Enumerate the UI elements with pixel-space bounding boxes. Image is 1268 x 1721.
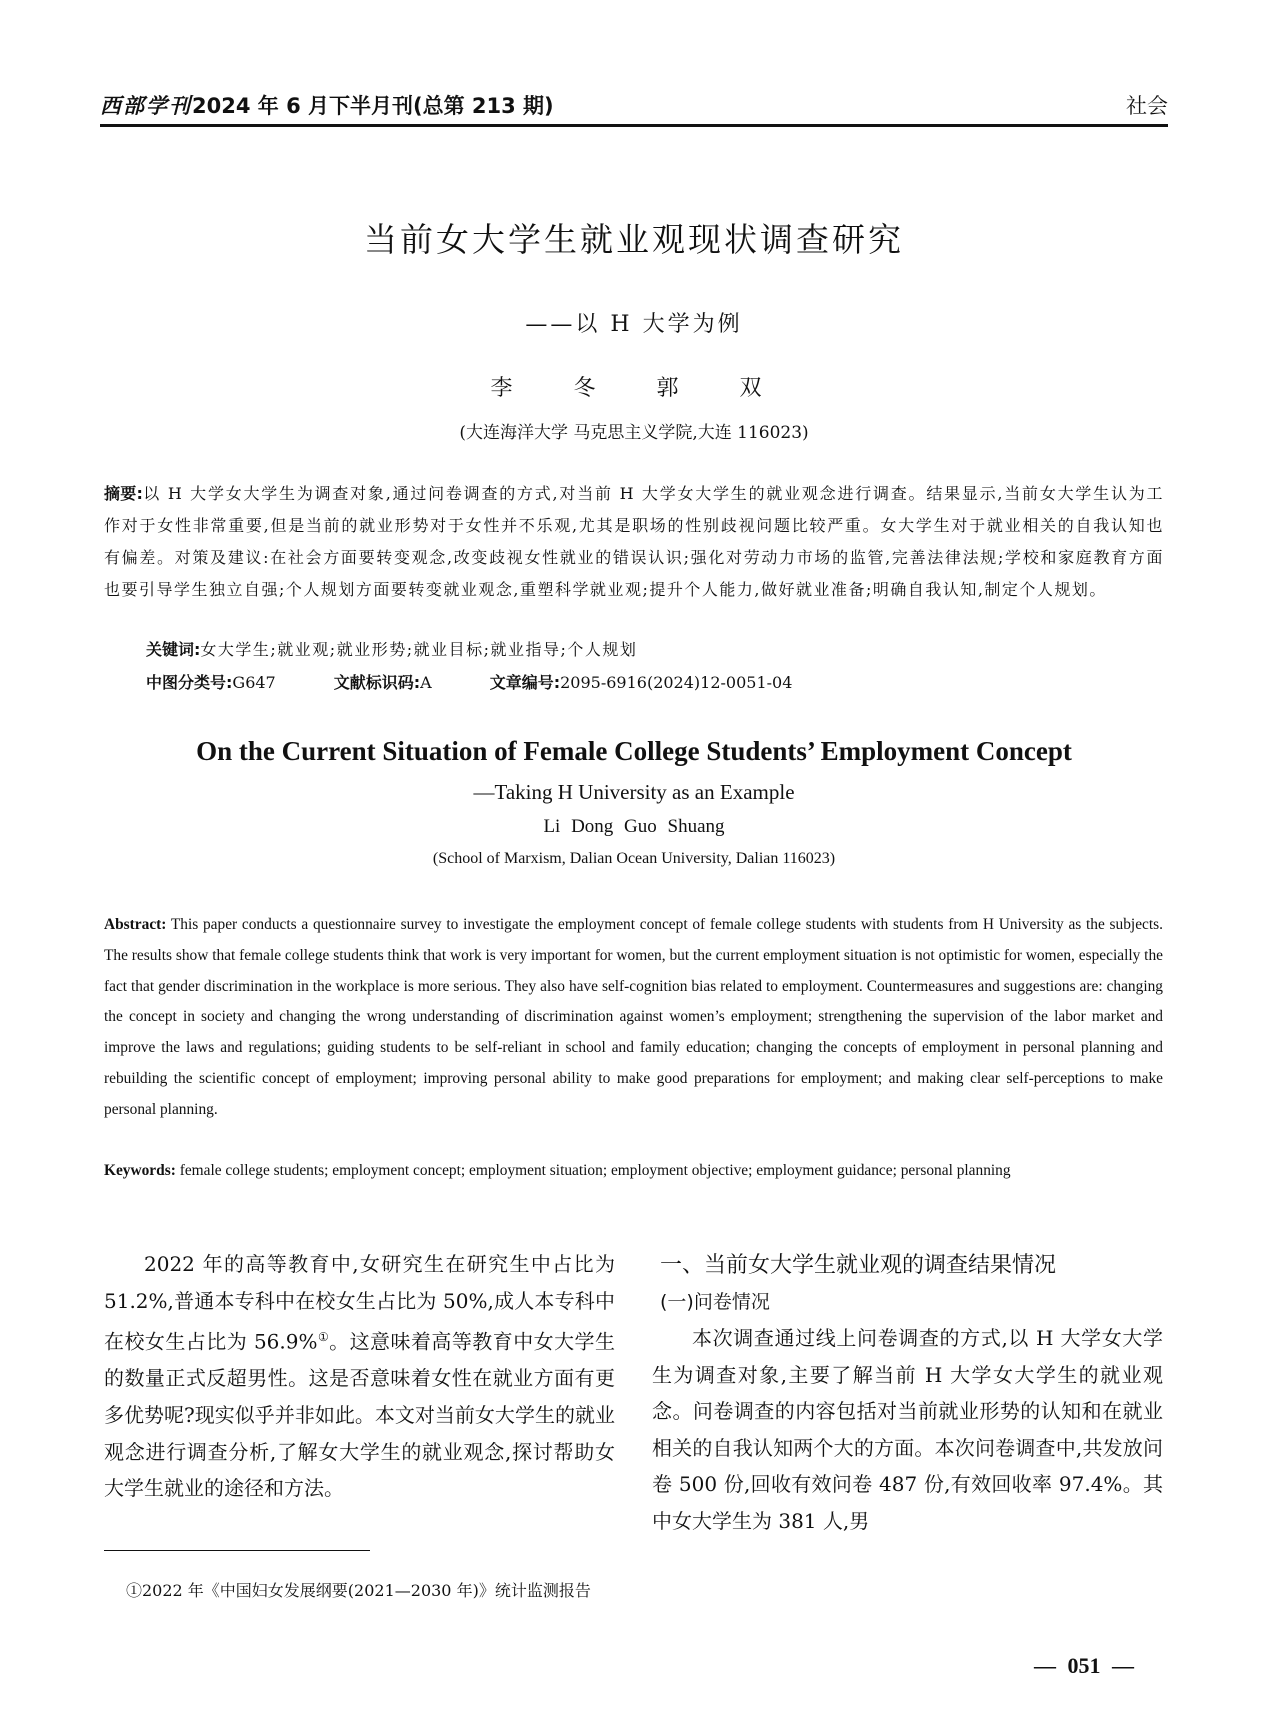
survey-paragraph: 本次调查通过线上问卷调查的方式,以 H 大学女大学生为调查对象,主要了解当前 H 大学女大学生的就业观念。问卷调查的内容包括对当前就业形势的认知和在就业相关的自我认知两个大的方面。本次问卷调查中,共发放问卷 500 份,回收有效问卷 487 份,有效回收率 97.4%。其中女大学生为 381 人,男 — [652, 1326, 1163, 1533]
doc-code-value: A — [420, 673, 432, 692]
article-no-value: 2095-6916(2024)12-0051-04 — [560, 673, 793, 692]
title-cn: 当前女大学生就业观现状调查研究 — [364, 220, 904, 259]
keywords-cn — [146, 637, 637, 660]
journal-issue — [100, 90, 554, 120]
clc-number — [146, 670, 276, 693]
running-header — [100, 84, 1168, 120]
keywords-text-cn: 女大学生;就业观;就业形势;就业目标;就业指导;个人规划 — [200, 640, 638, 659]
intro-paragraph-part2: 。这意味着高等教育中女大学生的数量正式反超男性。这是否意味着女性在就业方面有更多优势呢?现实似乎并非如此。本文对当前女大学生的就业观念进行调查分析,了解女大学生的就业观念,探讨帮助女大学生就业的途径和方法。 — [104, 1329, 615, 1501]
subsection-heading: (一)问卷情况 — [660, 1291, 770, 1313]
body-right-column — [652, 1246, 1163, 1540]
clc-value: G647 — [232, 673, 276, 692]
footnote: ①2022 年《中国妇女发展纲要(2021—2030 年)》统计监测报告 — [126, 1581, 591, 1600]
abstract-en — [104, 910, 1163, 1126]
abstract-label-en: Abstract: — [104, 916, 167, 933]
document-code — [334, 670, 432, 693]
page-number: — 051 — — [1034, 1653, 1134, 1678]
keywords-label-en: Keywords: — [104, 1162, 176, 1179]
keywords-en — [104, 1156, 1163, 1187]
footnote-rule — [104, 1550, 370, 1551]
keywords-label-cn: 关键词: — [146, 640, 201, 659]
subtitle-en: —Taking H University as an Example — [473, 780, 795, 804]
journal-logo: 西部学刊 — [100, 94, 192, 118]
authors-en: Li Dong Guo Shuang — [543, 816, 725, 837]
issue-info: 2024 年 6 月下半月刊(总第 213 期) — [192, 94, 554, 118]
keywords-text-en: female college students; employment concept; employment situation; employment objective; employment guidance; personal planning — [179, 1162, 1011, 1179]
header-rule — [100, 124, 1168, 127]
clc-label: 中图分类号: — [146, 673, 233, 692]
doc-code-label: 文献标识码: — [333, 673, 421, 692]
title-en: On the Current Situation of Female College Students’ Employment Concept — [196, 736, 1072, 766]
authors-cn: 李 冬 郭 双 — [490, 376, 778, 401]
article-no-label: 文章编号: — [489, 673, 561, 692]
abstract-text-en: This paper conducts a questionnaire survey to investigate the employment concept of female college students with students from H University as the subjects. The results show that female college students think that work is very important for women, but the current employment situation is not optimistic for women, especially the fact that gender discrimination in the workplace is more serious. They also have self-cognition bias related to employment. Countermeasures and suggestions are: changing the concept in society and changing the wrong understanding of discrimination against women’s employment; strengthening the supervision of the labor market and improve the laws and regulations; guiding students to be self-reliant in school and family education; changing the concepts of employment in personal planning and rebuilding the scientific concept of employment; improving personal ability to make good preparations for employment; and making clear self-perceptions to make personal planning. — [104, 916, 1163, 1118]
section-heading: 一、当前女大学生就业观的调查结果情况 — [660, 1253, 1057, 1278]
intro-paragraph-part1: 2022 年的高等教育中,女研究生在研究生中占比为 51.2%,普通本专科中在校女生占比为 50%,成人本专科中在校女生占比为 56.9% — [104, 1252, 615, 1354]
abstract-text-cn: 以 H 大学女大学生为调查对象,通过问卷调查的方式,对当前 H 大学女大学生的就业观念进行调查。结果显示,当前女大学生认为工作对于女性非常重要,但是当前的就业形势对于女性并不乐观,尤其是职场的性别歧视问题比较严重。女大学生对于就业相关的自我认知也有偏差。对策及建议:在社会方面要转变观念,改变歧视女性就业的错误认识;强化对劳动力市场的监管,完善法律法规;学校和家庭教育方面也要引导学生独立自强;个人规划方面要转变就业观念,重塑科学就业观;提升个人能力,做好就业准备;明确自我认知,制定个人规划。 — [104, 484, 1164, 599]
abstract-cn — [104, 478, 1164, 606]
section-name: 社会 — [1126, 94, 1168, 118]
article-number — [490, 670, 793, 693]
footnote-marker[interactable]: ① — [317, 1330, 330, 1345]
subtitle-cn: ——以 H 大学为例 — [525, 312, 743, 337]
affiliation-cn: (大连海洋大学 马克思主义学院,大连 116023) — [459, 423, 809, 443]
article-meta — [146, 670, 792, 693]
affiliation-en: (School of Marxism, Dalian Ocean University, Dalian 116023) — [432, 850, 836, 867]
body-left-column — [104, 1246, 615, 1507]
abstract-label-cn: 摘要: — [104, 484, 143, 503]
